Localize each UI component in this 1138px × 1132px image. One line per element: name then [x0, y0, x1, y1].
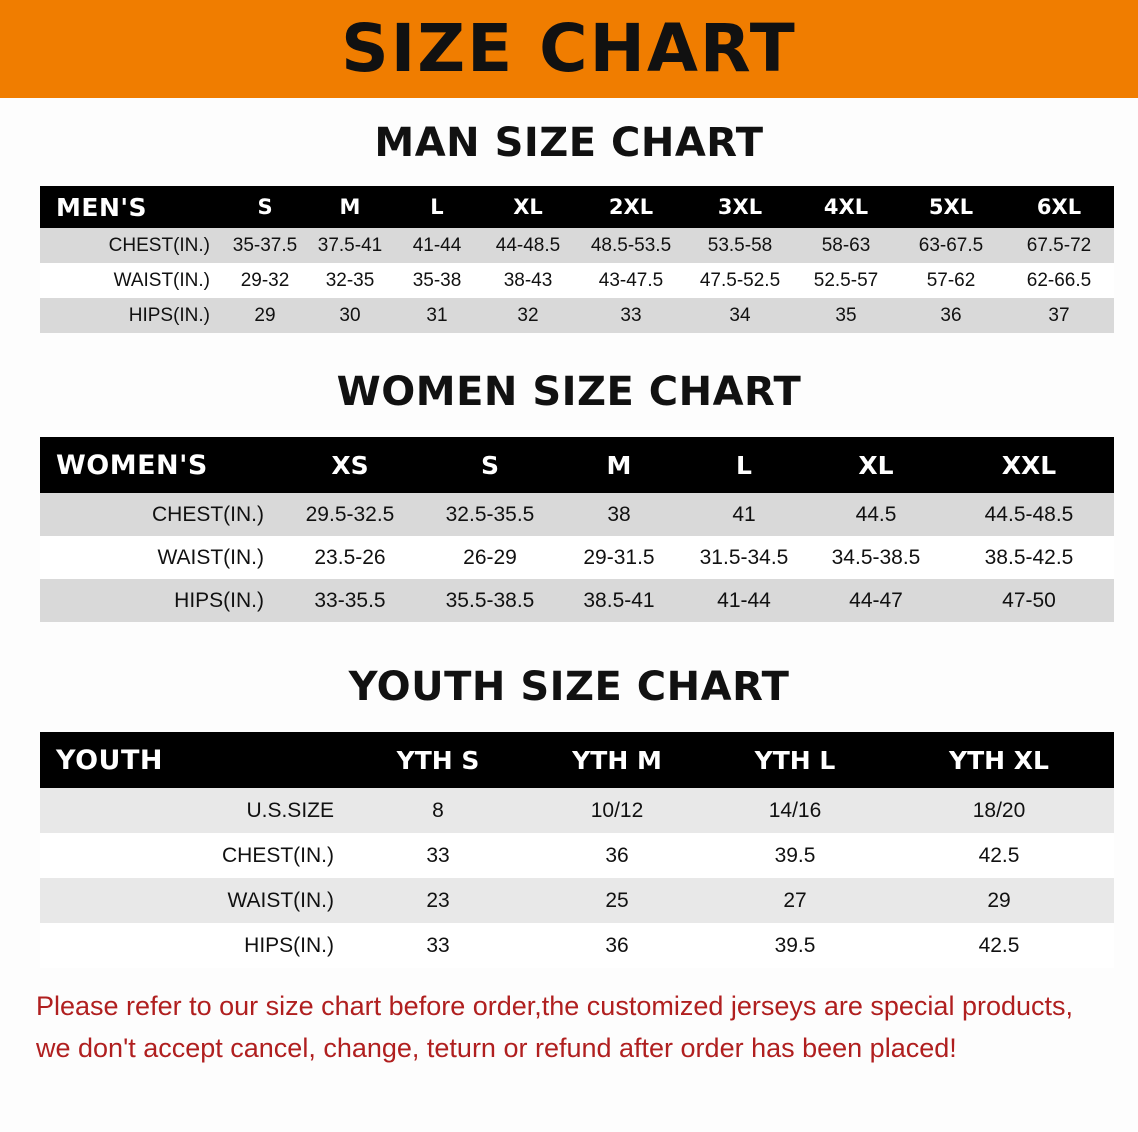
women-cell-chest-m: 38	[607, 502, 631, 526]
man-cell-waist-2xl: 43-47.5	[598, 269, 664, 291]
man-cell-waist-s: 29-32	[240, 269, 290, 291]
man-header-cell-9: 6XL	[1036, 195, 1082, 219]
women-cell-waist-m: 29-31.5	[583, 545, 655, 569]
youth-cell-ussize-l: 14/16	[768, 798, 822, 822]
youth-row-label-ussize: U.S.SIZE	[246, 798, 334, 822]
women-cell-chest-xs: 29.5-32.5	[305, 502, 395, 526]
man-table-body	[40, 228, 1114, 333]
youth-header-cell-ythm: YTH M	[572, 745, 662, 775]
man-cell-hips-6xl: 37	[1048, 304, 1070, 326]
youth-section-title: YOUTH SIZE CHART	[348, 664, 790, 710]
women-cell-waist-xxl: 38.5-42.5	[984, 545, 1074, 569]
women-cell-hips-xxl: 47-50	[1002, 588, 1056, 612]
women-row-label-chest: CHEST(IN.)	[152, 502, 264, 526]
man-cell-hips-xl: 32	[517, 304, 539, 326]
women-table-body	[40, 493, 1114, 622]
youth-cell-chest-m: 36	[605, 843, 629, 867]
women-cell-hips-xl: 44-47	[849, 588, 903, 612]
man-section-title: MAN SIZE CHART	[374, 120, 764, 166]
youth-cell-ussize-m: 10/12	[590, 798, 644, 822]
man-header-cell-8: 5XL	[928, 195, 974, 219]
women-cell-waist-l: 31.5-34.5	[699, 545, 789, 569]
women-row-label-waist: WAIST(IN.)	[157, 545, 264, 569]
women-header-cell-1: XS	[331, 450, 369, 480]
youth-header-cell-yths: YTH S	[396, 745, 480, 775]
man-cell-chest-6xl: 67.5-72	[1026, 234, 1092, 256]
man-cell-hips-5xl: 36	[940, 304, 962, 326]
man-header-cell-5: 2XL	[608, 195, 654, 219]
man-cell-chest-m: 37.5-41	[317, 234, 383, 256]
man-cell-hips-3xl: 34	[729, 304, 751, 326]
man-header-cell-4: XL	[513, 195, 543, 219]
table-row	[40, 228, 1114, 263]
women-header-cell-2: S	[480, 450, 499, 480]
youth-cell-ussize-s: 8	[432, 798, 444, 822]
man-cell-chest-xl: 44-48.5	[495, 234, 561, 256]
youth-header-cell-ythxl: YTH XL	[949, 745, 1049, 775]
women-row-label-hips: HIPS(IN.)	[174, 588, 264, 612]
youth-cell-waist-s: 23	[426, 888, 450, 912]
man-cell-waist-4xl: 52.5-57	[813, 269, 879, 291]
women-cell-chest-xxl: 44.5-48.5	[984, 502, 1074, 526]
man-header-cell-6: 3XL	[717, 195, 763, 219]
women-cell-hips-m: 38.5-41	[583, 588, 655, 612]
table-header-row	[40, 437, 1114, 493]
women-header-cell-5: XL	[858, 450, 894, 480]
man-table-head	[40, 186, 1114, 228]
women-cell-waist-xs: 23.5-26	[314, 545, 386, 569]
man-cell-chest-s: 35-37.5	[232, 234, 298, 256]
man-cell-chest-l: 41-44	[412, 234, 462, 256]
youth-header-cell-0: YOUTH	[56, 744, 163, 776]
man-cell-hips-s: 29	[254, 304, 276, 326]
youth-cell-hips-m: 36	[605, 933, 629, 957]
youth-cell-ussize-xl: 18/20	[972, 798, 1026, 822]
women-size-table	[40, 437, 1114, 622]
man-cell-hips-4xl: 35	[835, 304, 857, 326]
policy-note	[36, 986, 1102, 1070]
man-header-cell-1: S	[257, 195, 273, 219]
policy-note-line-1: Please refer to our size chart before order,the customized jerseys are special products,	[36, 991, 1074, 1021]
youth-table-wrap	[0, 732, 1138, 968]
man-header-cell-7: 4XL	[823, 195, 869, 219]
man-row-label-hips: HIPS(IN.)	[128, 304, 210, 326]
man-cell-waist-m: 32-35	[325, 269, 375, 291]
youth-cell-hips-s: 33	[426, 933, 450, 957]
man-cell-waist-6xl: 62-66.5	[1026, 269, 1092, 291]
man-row-label-waist: WAIST(IN.)	[113, 269, 210, 291]
youth-table-body	[40, 788, 1114, 968]
table-row	[40, 579, 1114, 622]
women-cell-hips-s: 35.5-38.5	[445, 588, 535, 612]
man-cell-hips-l: 31	[426, 304, 448, 326]
women-cell-chest-xl: 44.5	[855, 502, 897, 526]
women-table-wrap	[0, 437, 1138, 622]
women-cell-hips-l: 41-44	[717, 588, 771, 612]
man-cell-hips-m: 30	[339, 304, 361, 326]
table-row	[40, 788, 1114, 833]
man-cell-waist-3xl: 47.5-52.5	[699, 269, 781, 291]
women-table-head	[40, 437, 1114, 493]
man-cell-chest-5xl: 63-67.5	[918, 234, 984, 256]
table-row	[40, 263, 1114, 298]
youth-cell-chest-xl: 42.5	[978, 843, 1020, 867]
youth-header-spacer	[266, 732, 348, 788]
table-header-row	[40, 732, 1114, 788]
youth-cell-hips-xl: 42.5	[978, 933, 1020, 957]
table-row	[40, 833, 1114, 878]
youth-row-label-waist: WAIST(IN.)	[227, 888, 334, 912]
man-cell-chest-2xl: 48.5-53.5	[590, 234, 672, 256]
table-row	[40, 878, 1114, 923]
policy-note-line-2: we don't accept cancel, change, teturn or refund after order has been placed!	[36, 1032, 957, 1063]
page-title: SIZE CHART	[341, 10, 797, 87]
man-table-wrap	[0, 186, 1138, 333]
women-section-title: WOMEN SIZE CHART	[336, 369, 802, 415]
women-header-cell-4: L	[736, 450, 752, 480]
table-row	[40, 493, 1114, 536]
women-cell-chest-l: 41	[732, 502, 756, 526]
man-cell-waist-l: 35-38	[412, 269, 462, 291]
man-size-table	[40, 186, 1114, 333]
youth-header-cell-ythl: YTH L	[754, 745, 836, 775]
women-cell-hips-xs: 33-35.5	[314, 588, 386, 612]
man-cell-hips-2xl: 33	[620, 304, 642, 326]
table-row	[40, 923, 1114, 968]
youth-cell-waist-l: 27	[783, 888, 807, 912]
table-header-row	[40, 186, 1114, 228]
page-banner	[0, 0, 1138, 98]
man-cell-chest-3xl: 53.5-58	[707, 234, 773, 256]
youth-cell-hips-l: 39.5	[774, 933, 816, 957]
youth-cell-waist-xl: 29	[987, 888, 1011, 912]
youth-cell-chest-s: 33	[426, 843, 450, 867]
women-header-cell-3: M	[606, 450, 632, 480]
women-cell-waist-s: 26-29	[463, 545, 517, 569]
women-header-cell-6: XXL	[1001, 450, 1057, 480]
youth-cell-chest-l: 39.5	[774, 843, 816, 867]
youth-table-head	[40, 732, 1114, 788]
youth-size-table	[40, 732, 1114, 968]
table-row	[40, 536, 1114, 579]
man-cell-waist-xl: 38-43	[503, 269, 553, 291]
youth-row-label-chest: CHEST(IN.)	[222, 843, 334, 867]
table-row	[40, 298, 1114, 333]
man-cell-chest-4xl: 58-63	[821, 234, 871, 256]
man-row-label-chest: CHEST(IN.)	[108, 234, 210, 256]
youth-row-label-hips: HIPS(IN.)	[244, 933, 334, 957]
women-cell-chest-s: 32.5-35.5	[445, 502, 535, 526]
man-header-cell-2: M	[339, 195, 361, 219]
women-header-cell-0: WOMEN'S	[56, 449, 208, 481]
man-header-cell-0: MEN'S	[56, 192, 148, 222]
man-cell-waist-5xl: 57-62	[926, 269, 976, 291]
youth-cell-waist-m: 25	[605, 888, 629, 912]
women-cell-waist-xl: 34.5-38.5	[831, 545, 921, 569]
man-header-cell-3: L	[430, 195, 444, 219]
